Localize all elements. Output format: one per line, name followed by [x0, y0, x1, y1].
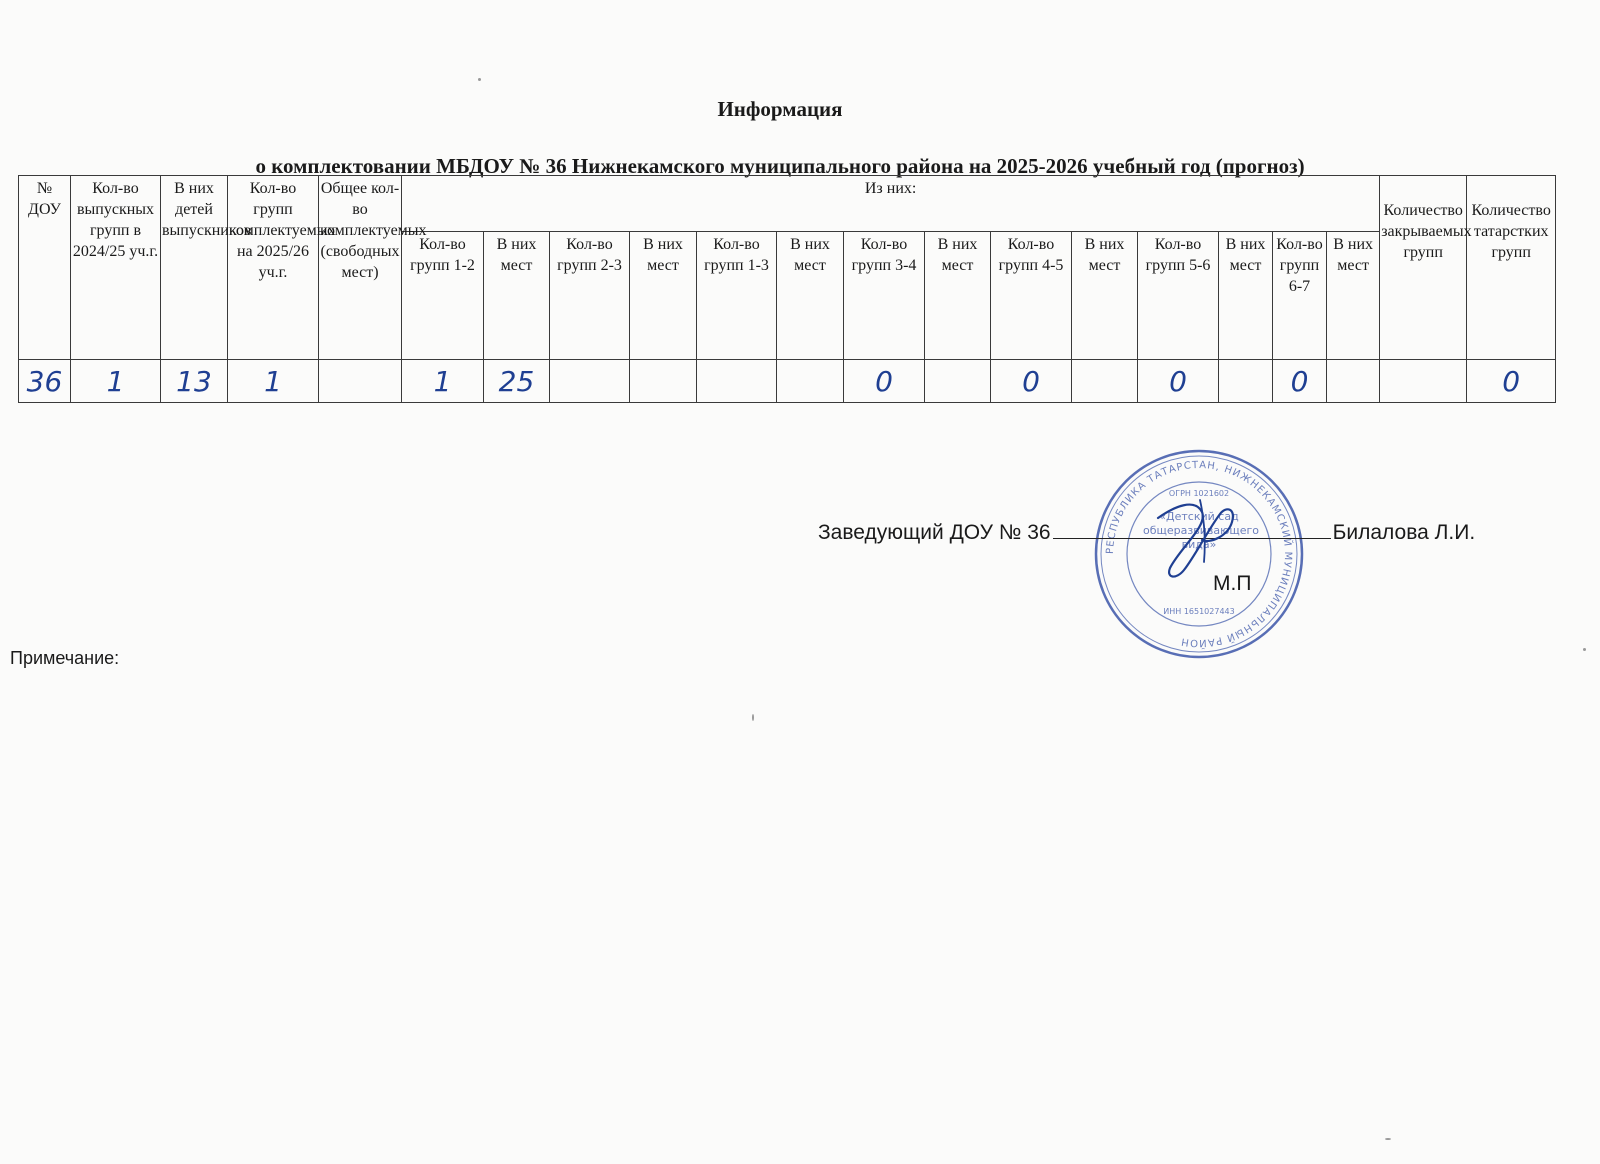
- scan-speck: [752, 714, 754, 721]
- header-groups-5-6: Кол-во групп 5-6: [1138, 232, 1219, 360]
- document-subtitle: о комплектовании МБДОУ № 36 Нижнекамского муниципального района на 2025-2026 учебный год (прогноз): [255, 154, 1305, 178]
- header-closed-groups: Количество закрываемых групп: [1380, 176, 1467, 360]
- header-places-4-5: В них мест: [1072, 232, 1138, 360]
- header-groups-1-2: Кол-во групп 1-2: [402, 232, 484, 360]
- cell-groups-4-5: 0: [991, 360, 1072, 403]
- stamp-inn: ИНН 1651027443: [1163, 607, 1235, 616]
- cell-groups-1-2: 1: [402, 360, 484, 403]
- scan-speck: [1583, 648, 1586, 651]
- cell-places-6-7: [1327, 360, 1380, 403]
- header-places-5-6: В них мест: [1219, 232, 1273, 360]
- scan-speck: [1385, 1138, 1391, 1140]
- cell-places-1-3: [777, 360, 844, 403]
- header-groups-6-7: Кол-во групп 6-7: [1273, 232, 1327, 360]
- cell-tatar-groups: 0: [1467, 360, 1556, 403]
- signatory-name: Билалова Л.И.: [1332, 521, 1476, 544]
- cell-groups-2-3: [550, 360, 630, 403]
- stamp-ring-text: РЕСПУБЛИКА ТАТАРСТАН, НИЖНЕКАМСКИЙ МУНИЦИПАЛЬНЫЙ РАЙОН: [1104, 459, 1294, 649]
- header-places-1-3: В них мест: [777, 232, 844, 360]
- table-row: [19, 360, 1556, 403]
- header-total-free-places: Общее кол-во комплектуемых (свободных мест): [319, 176, 402, 360]
- note-label: Примечание:: [10, 648, 120, 668]
- signatory-position: Заведующий ДОУ № 36: [818, 521, 1051, 544]
- cell-places-4-5: [1072, 360, 1138, 403]
- header-dou-no: № ДОУ: [19, 176, 71, 360]
- header-groups-2-3: Кол-во групп 2-3: [550, 232, 630, 360]
- cell-groups-6-7: 0: [1273, 360, 1327, 403]
- cell-places-1-2: 25: [484, 360, 550, 403]
- cell-places-3-4: [925, 360, 991, 403]
- header-groups-4-5: Кол-во групп 4-5: [991, 232, 1072, 360]
- cell-places-5-6: [1219, 360, 1273, 403]
- header-groups-3-4: Кол-во групп 3-4: [844, 232, 925, 360]
- header-of-them: Из них:: [402, 176, 1380, 232]
- cell-closed-groups: [1380, 360, 1467, 403]
- header-places-3-4: В них мест: [925, 232, 991, 360]
- cell-dou-no: 36: [19, 360, 71, 403]
- stamp-ogrn: ОГРН 1021602: [1168, 489, 1230, 498]
- seal-placement-label: М.П: [1213, 572, 1252, 595]
- cell-groups-1-3: [697, 360, 777, 403]
- cell-grad-groups: 1: [71, 360, 161, 403]
- scan-speck: [478, 78, 481, 81]
- header-grad-groups: Кол-во выпускных групп в 2024/25 уч.г.: [71, 176, 161, 360]
- header-places-1-2: В них мест: [484, 232, 550, 360]
- enrollment-table: [18, 175, 1556, 403]
- header-groups-1-3: Кол-во групп 1-3: [697, 232, 777, 360]
- header-places-2-3: В них мест: [630, 232, 697, 360]
- cell-total-free-places: [319, 360, 402, 403]
- header-grad-children: В них детей выпускников: [161, 176, 228, 360]
- header-tatar-groups: Количество татарстких групп: [1467, 176, 1556, 360]
- cell-groups-formed: 1: [228, 360, 319, 403]
- cell-grad-children: 13: [161, 360, 228, 403]
- header-groups-formed: Кол-во групп комплектуемых на 2025/26 уч.г.: [228, 176, 319, 360]
- cell-groups-5-6: 0: [1138, 360, 1219, 403]
- header-places-6-7: В них мест: [1327, 232, 1380, 360]
- cell-groups-3-4: 0: [844, 360, 925, 403]
- stamp-center-text: «Детский сад общеразвивающего вида»: [1143, 510, 1259, 551]
- cell-places-2-3: [630, 360, 697, 403]
- document-title: Информация: [717, 97, 843, 121]
